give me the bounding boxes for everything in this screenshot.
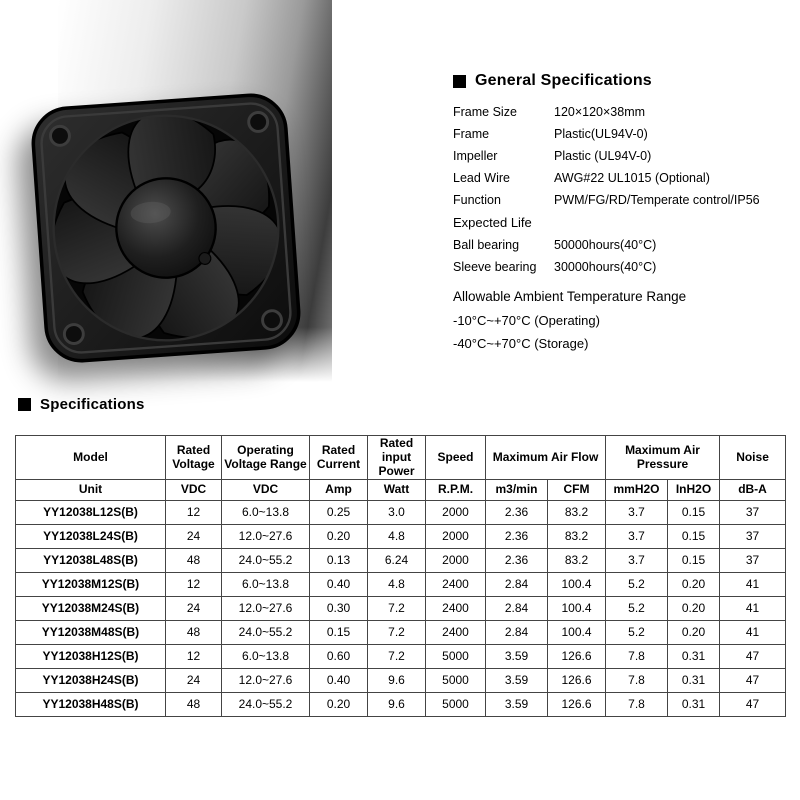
general-specifications-section	[453, 72, 788, 355]
ambient-storage-range: -40°C~+70°C (Storage)	[453, 336, 589, 351]
model-cell: YY12038M12S(B)	[16, 573, 166, 597]
value-cell: 5.2	[606, 597, 668, 621]
unit-header-cell: dB-A	[720, 480, 786, 501]
spec-value: 30000hours(40°C)	[554, 260, 657, 274]
spec-label: Sleeve bearing	[453, 260, 537, 274]
value-cell: 37	[720, 501, 786, 525]
value-cell: 7.8	[606, 669, 668, 693]
spec-row	[453, 167, 788, 189]
value-cell: 0.31	[668, 693, 720, 717]
value-cell: 3.7	[606, 549, 668, 573]
table-row	[16, 597, 786, 621]
table-row	[16, 573, 786, 597]
value-cell: 4.8	[368, 573, 426, 597]
value-cell: 2400	[426, 573, 486, 597]
value-cell: 12	[166, 645, 222, 669]
general-specifications-heading	[453, 72, 788, 90]
value-cell: 2.84	[486, 573, 548, 597]
column-header-cell: Rated Voltage	[166, 436, 222, 480]
unit-header-cell: VDC	[222, 480, 310, 501]
unit-header-cell: CFM	[548, 480, 606, 501]
value-cell: 24	[166, 525, 222, 549]
spec-row	[453, 189, 788, 211]
value-cell: 6.0~13.8	[222, 573, 310, 597]
value-cell: 3.7	[606, 501, 668, 525]
spec-table-head	[16, 436, 786, 501]
value-cell: 126.6	[548, 693, 606, 717]
ambient-temperature-title: Allowable Ambient Temperature Range	[453, 289, 687, 304]
value-cell: 0.31	[668, 645, 720, 669]
value-cell: 6.0~13.8	[222, 501, 310, 525]
value-cell: 24.0~55.2	[222, 621, 310, 645]
value-cell: 0.40	[310, 669, 368, 693]
value-cell: 48	[166, 621, 222, 645]
spec-table	[15, 435, 786, 717]
value-cell: 3.59	[486, 645, 548, 669]
value-cell: 41	[720, 621, 786, 645]
column-header-cell: Rated input Power	[368, 436, 426, 480]
unit-header-cell: Watt	[368, 480, 426, 501]
unit-header-cell: R.P.M.	[426, 480, 486, 501]
spec-value: PWM/FG/RD/Temperate control/IP56	[554, 193, 760, 207]
table-row	[16, 525, 786, 549]
value-cell: 3.0	[368, 501, 426, 525]
value-cell: 7.2	[368, 597, 426, 621]
unit-header-cell: Amp	[310, 480, 368, 501]
value-cell: 3.7	[606, 525, 668, 549]
specifications-section	[15, 396, 785, 717]
value-cell: 3.59	[486, 693, 548, 717]
model-cell: YY12038L12S(B)	[16, 501, 166, 525]
value-cell: 2.36	[486, 549, 548, 573]
table-row	[16, 621, 786, 645]
value-cell: 0.20	[668, 573, 720, 597]
spec-table-body	[16, 501, 786, 717]
spec-value: AWG#22 UL1015 (Optional)	[554, 171, 710, 185]
value-cell: 5000	[426, 645, 486, 669]
value-cell: 24	[166, 669, 222, 693]
column-header-cell: Model	[16, 436, 166, 480]
value-cell: 0.20	[310, 525, 368, 549]
spec-row	[453, 101, 788, 123]
model-cell: YY12038H12S(B)	[16, 645, 166, 669]
model-cell: YY12038M48S(B)	[16, 621, 166, 645]
value-cell: 47	[720, 645, 786, 669]
value-cell: 7.8	[606, 693, 668, 717]
value-cell: 83.2	[548, 501, 606, 525]
value-cell: 0.15	[310, 621, 368, 645]
spec-label: Lead Wire	[453, 171, 510, 185]
value-cell: 4.8	[368, 525, 426, 549]
fan-product-photo	[30, 92, 302, 364]
section-title: Specifications	[40, 396, 145, 413]
spec-row	[453, 234, 788, 256]
value-cell: 2.36	[486, 501, 548, 525]
value-cell: 0.20	[310, 693, 368, 717]
section-title: General Specifications	[475, 72, 652, 89]
value-cell: 2.84	[486, 621, 548, 645]
value-cell: 83.2	[548, 525, 606, 549]
value-cell: 41	[720, 573, 786, 597]
model-cell: YY12038H48S(B)	[16, 693, 166, 717]
column-header-cell: Rated Current	[310, 436, 368, 480]
column-header-cell: Maximum Air Pressure	[606, 436, 720, 480]
value-cell: 7.2	[368, 645, 426, 669]
value-cell: 3.59	[486, 669, 548, 693]
value-cell: 9.6	[368, 669, 426, 693]
square-bullet-icon	[453, 75, 466, 88]
value-cell: 9.6	[368, 693, 426, 717]
value-cell: 41	[720, 597, 786, 621]
spec-label: Ball bearing	[453, 238, 520, 252]
specifications-heading	[18, 396, 785, 413]
value-cell: 100.4	[548, 621, 606, 645]
value-cell: 12.0~27.6	[222, 597, 310, 621]
value-cell: 6.0~13.8	[222, 645, 310, 669]
value-cell: 6.24	[368, 549, 426, 573]
value-cell: 83.2	[548, 549, 606, 573]
value-cell: 0.30	[310, 597, 368, 621]
value-cell: 0.20	[668, 621, 720, 645]
table-row	[16, 549, 786, 573]
value-cell: 2000	[426, 549, 486, 573]
spec-row	[453, 256, 788, 278]
value-cell: 24.0~55.2	[222, 693, 310, 717]
spec-value: Plastic (UL94V-0)	[554, 149, 652, 163]
column-header-cell: Speed	[426, 436, 486, 480]
value-cell: 0.15	[668, 525, 720, 549]
value-cell: 2400	[426, 621, 486, 645]
model-cell: YY12038L48S(B)	[16, 549, 166, 573]
value-cell: 100.4	[548, 573, 606, 597]
column-header-cell: Operating Voltage Range	[222, 436, 310, 480]
value-cell: 7.2	[368, 621, 426, 645]
unit-header-cell: VDC	[166, 480, 222, 501]
model-cell: YY12038L24S(B)	[16, 525, 166, 549]
spec-value: Plastic(UL94V-0)	[554, 127, 648, 141]
value-cell: 48	[166, 693, 222, 717]
spec-value: 120×120×38mm	[554, 105, 646, 119]
value-cell: 2000	[426, 501, 486, 525]
value-cell: 12.0~27.6	[222, 525, 310, 549]
expected-life-label: Expected Life	[453, 215, 532, 230]
value-cell: 7.8	[606, 645, 668, 669]
value-cell: 0.15	[668, 549, 720, 573]
unit-header-cell: m3/min	[486, 480, 548, 501]
spec-row	[453, 145, 788, 167]
spec-row	[453, 123, 788, 145]
value-cell: 2.84	[486, 597, 548, 621]
model-cell: YY12038H24S(B)	[16, 669, 166, 693]
value-cell: 24.0~55.2	[222, 549, 310, 573]
column-header-cell: Noise	[720, 436, 786, 480]
value-cell: 0.13	[310, 549, 368, 573]
value-cell: 24	[166, 597, 222, 621]
spec-label: Impeller	[453, 149, 498, 163]
value-cell: 5000	[426, 693, 486, 717]
value-cell: 0.40	[310, 573, 368, 597]
spec-label: Frame Size	[453, 105, 517, 119]
value-cell: 47	[720, 693, 786, 717]
model-cell: YY12038M24S(B)	[16, 597, 166, 621]
value-cell: 2000	[426, 525, 486, 549]
value-cell: 12.0~27.6	[222, 669, 310, 693]
value-cell: 126.6	[548, 645, 606, 669]
unit-header-cell: Unit	[16, 480, 166, 501]
value-cell: 126.6	[548, 669, 606, 693]
value-cell: 48	[166, 549, 222, 573]
fan-illustration	[30, 92, 302, 364]
table-row	[16, 669, 786, 693]
value-cell: 5000	[426, 669, 486, 693]
table-row	[16, 693, 786, 717]
spec-label: Function	[453, 193, 501, 207]
table-row	[16, 645, 786, 669]
value-cell: 47	[720, 669, 786, 693]
value-cell: 37	[720, 525, 786, 549]
value-cell: 0.20	[668, 597, 720, 621]
ambient-operating-range: -10°C~+70°C (Operating)	[453, 313, 600, 328]
column-header-cell: Maximum Air Flow	[486, 436, 606, 480]
value-cell: 100.4	[548, 597, 606, 621]
unit-header-cell: mmH2O	[606, 480, 668, 501]
value-cell: 0.15	[668, 501, 720, 525]
value-cell: 12	[166, 501, 222, 525]
spec-value: 50000hours(40°C)	[554, 238, 657, 252]
value-cell: 37	[720, 549, 786, 573]
unit-header-cell: InH2O	[668, 480, 720, 501]
value-cell: 5.2	[606, 573, 668, 597]
square-bullet-icon	[18, 398, 31, 411]
value-cell: 0.60	[310, 645, 368, 669]
value-cell: 2.36	[486, 525, 548, 549]
value-cell: 12	[166, 573, 222, 597]
value-cell: 0.25	[310, 501, 368, 525]
value-cell: 2400	[426, 597, 486, 621]
spec-label: Frame	[453, 127, 490, 141]
value-cell: 5.2	[606, 621, 668, 645]
table-row	[16, 501, 786, 525]
value-cell: 0.31	[668, 669, 720, 693]
